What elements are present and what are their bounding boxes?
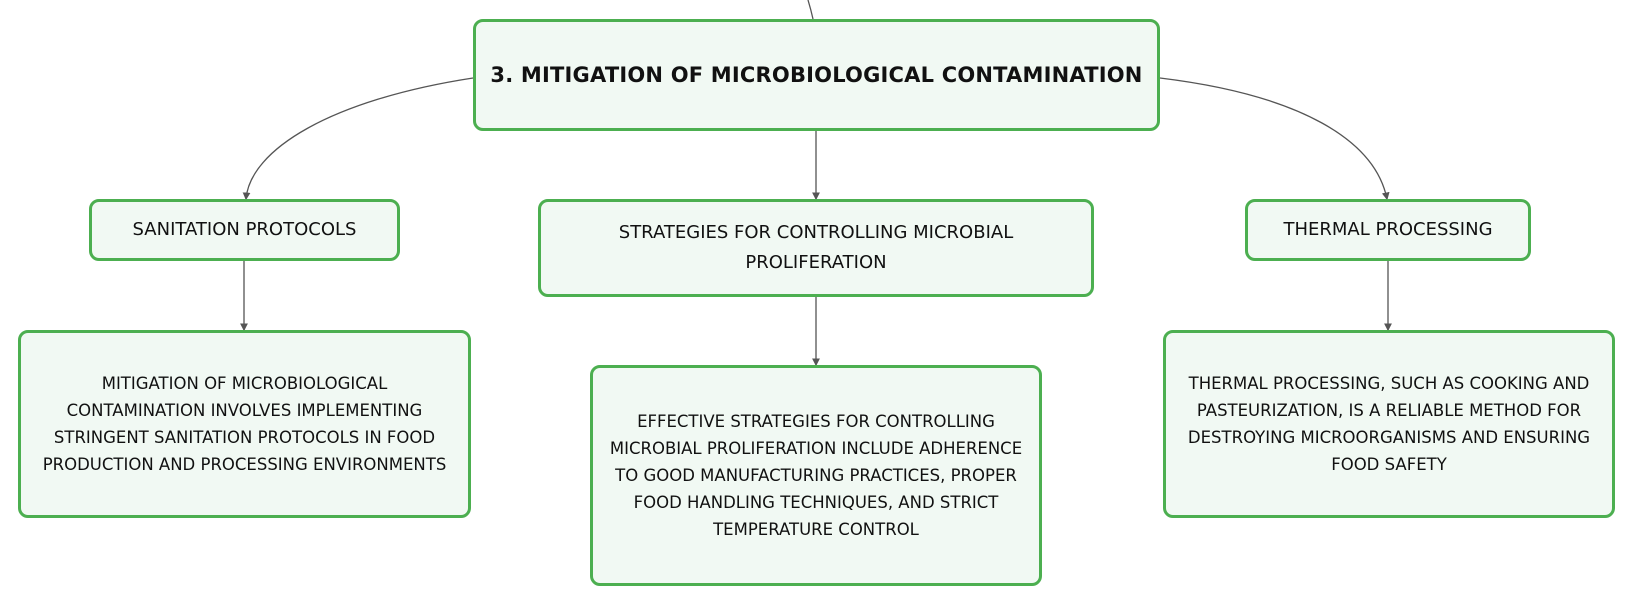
- detail-node-text: MITIGATION OF MICROBIOLOGICAL CONTAMINATION INVOLVES IMPLEMENTING STRINGENT SANITATION PROTOCOLS IN FOOD PRODUCTION AND PROCESSING ENVIRONMENTS: [42, 374, 447, 474]
- detail-node-text: EFFECTIVE STRATEGIES FOR CONTROLLING MICROBIAL PROLIFERATION INCLUDE ADHERENCE TO GOOD MANUFACTURING PRACTICES, PROPER FOOD HANDLING TECHNIQUES, AND STRICT TEMPERATURE CONTROL: [609, 412, 1023, 539]
- root-node-label: 3. MITIGATION OF MICROBIOLOGICAL CONTAMINATION: [490, 63, 1143, 87]
- branch-node-sanitation-protocols[interactable]: [89, 199, 400, 261]
- connector-incoming-top: [808, 0, 813, 19]
- detail-node-text: THERMAL PROCESSING, SUCH AS COOKING AND PASTEURIZATION, IS A RELIABLE METHOD FOR DESTROYING MICROORGANISMS AND ENSURING FOOD SAFETY: [1187, 374, 1591, 474]
- detail-node-controlling-microbial-proliferation[interactable]: [590, 365, 1042, 586]
- detail-node-sanitation-protocols[interactable]: [18, 330, 471, 518]
- branch-node-label: SANITATION PROTOCOLS: [132, 219, 357, 240]
- root-node[interactable]: [473, 19, 1160, 131]
- branch-node-label: THERMAL PROCESSING: [1283, 219, 1493, 240]
- branch-node-controlling-microbial-proliferation[interactable]: [538, 199, 1094, 297]
- connector-root-to-sanitation: [246, 78, 473, 199]
- detail-node-thermal-processing[interactable]: [1163, 330, 1615, 518]
- branch-node-label: STRATEGIES FOR CONTROLLING MICROBIAL PROLIFERATION: [618, 222, 1014, 273]
- connector-root-to-thermal: [1160, 78, 1387, 199]
- branch-node-thermal-processing[interactable]: [1245, 199, 1531, 261]
